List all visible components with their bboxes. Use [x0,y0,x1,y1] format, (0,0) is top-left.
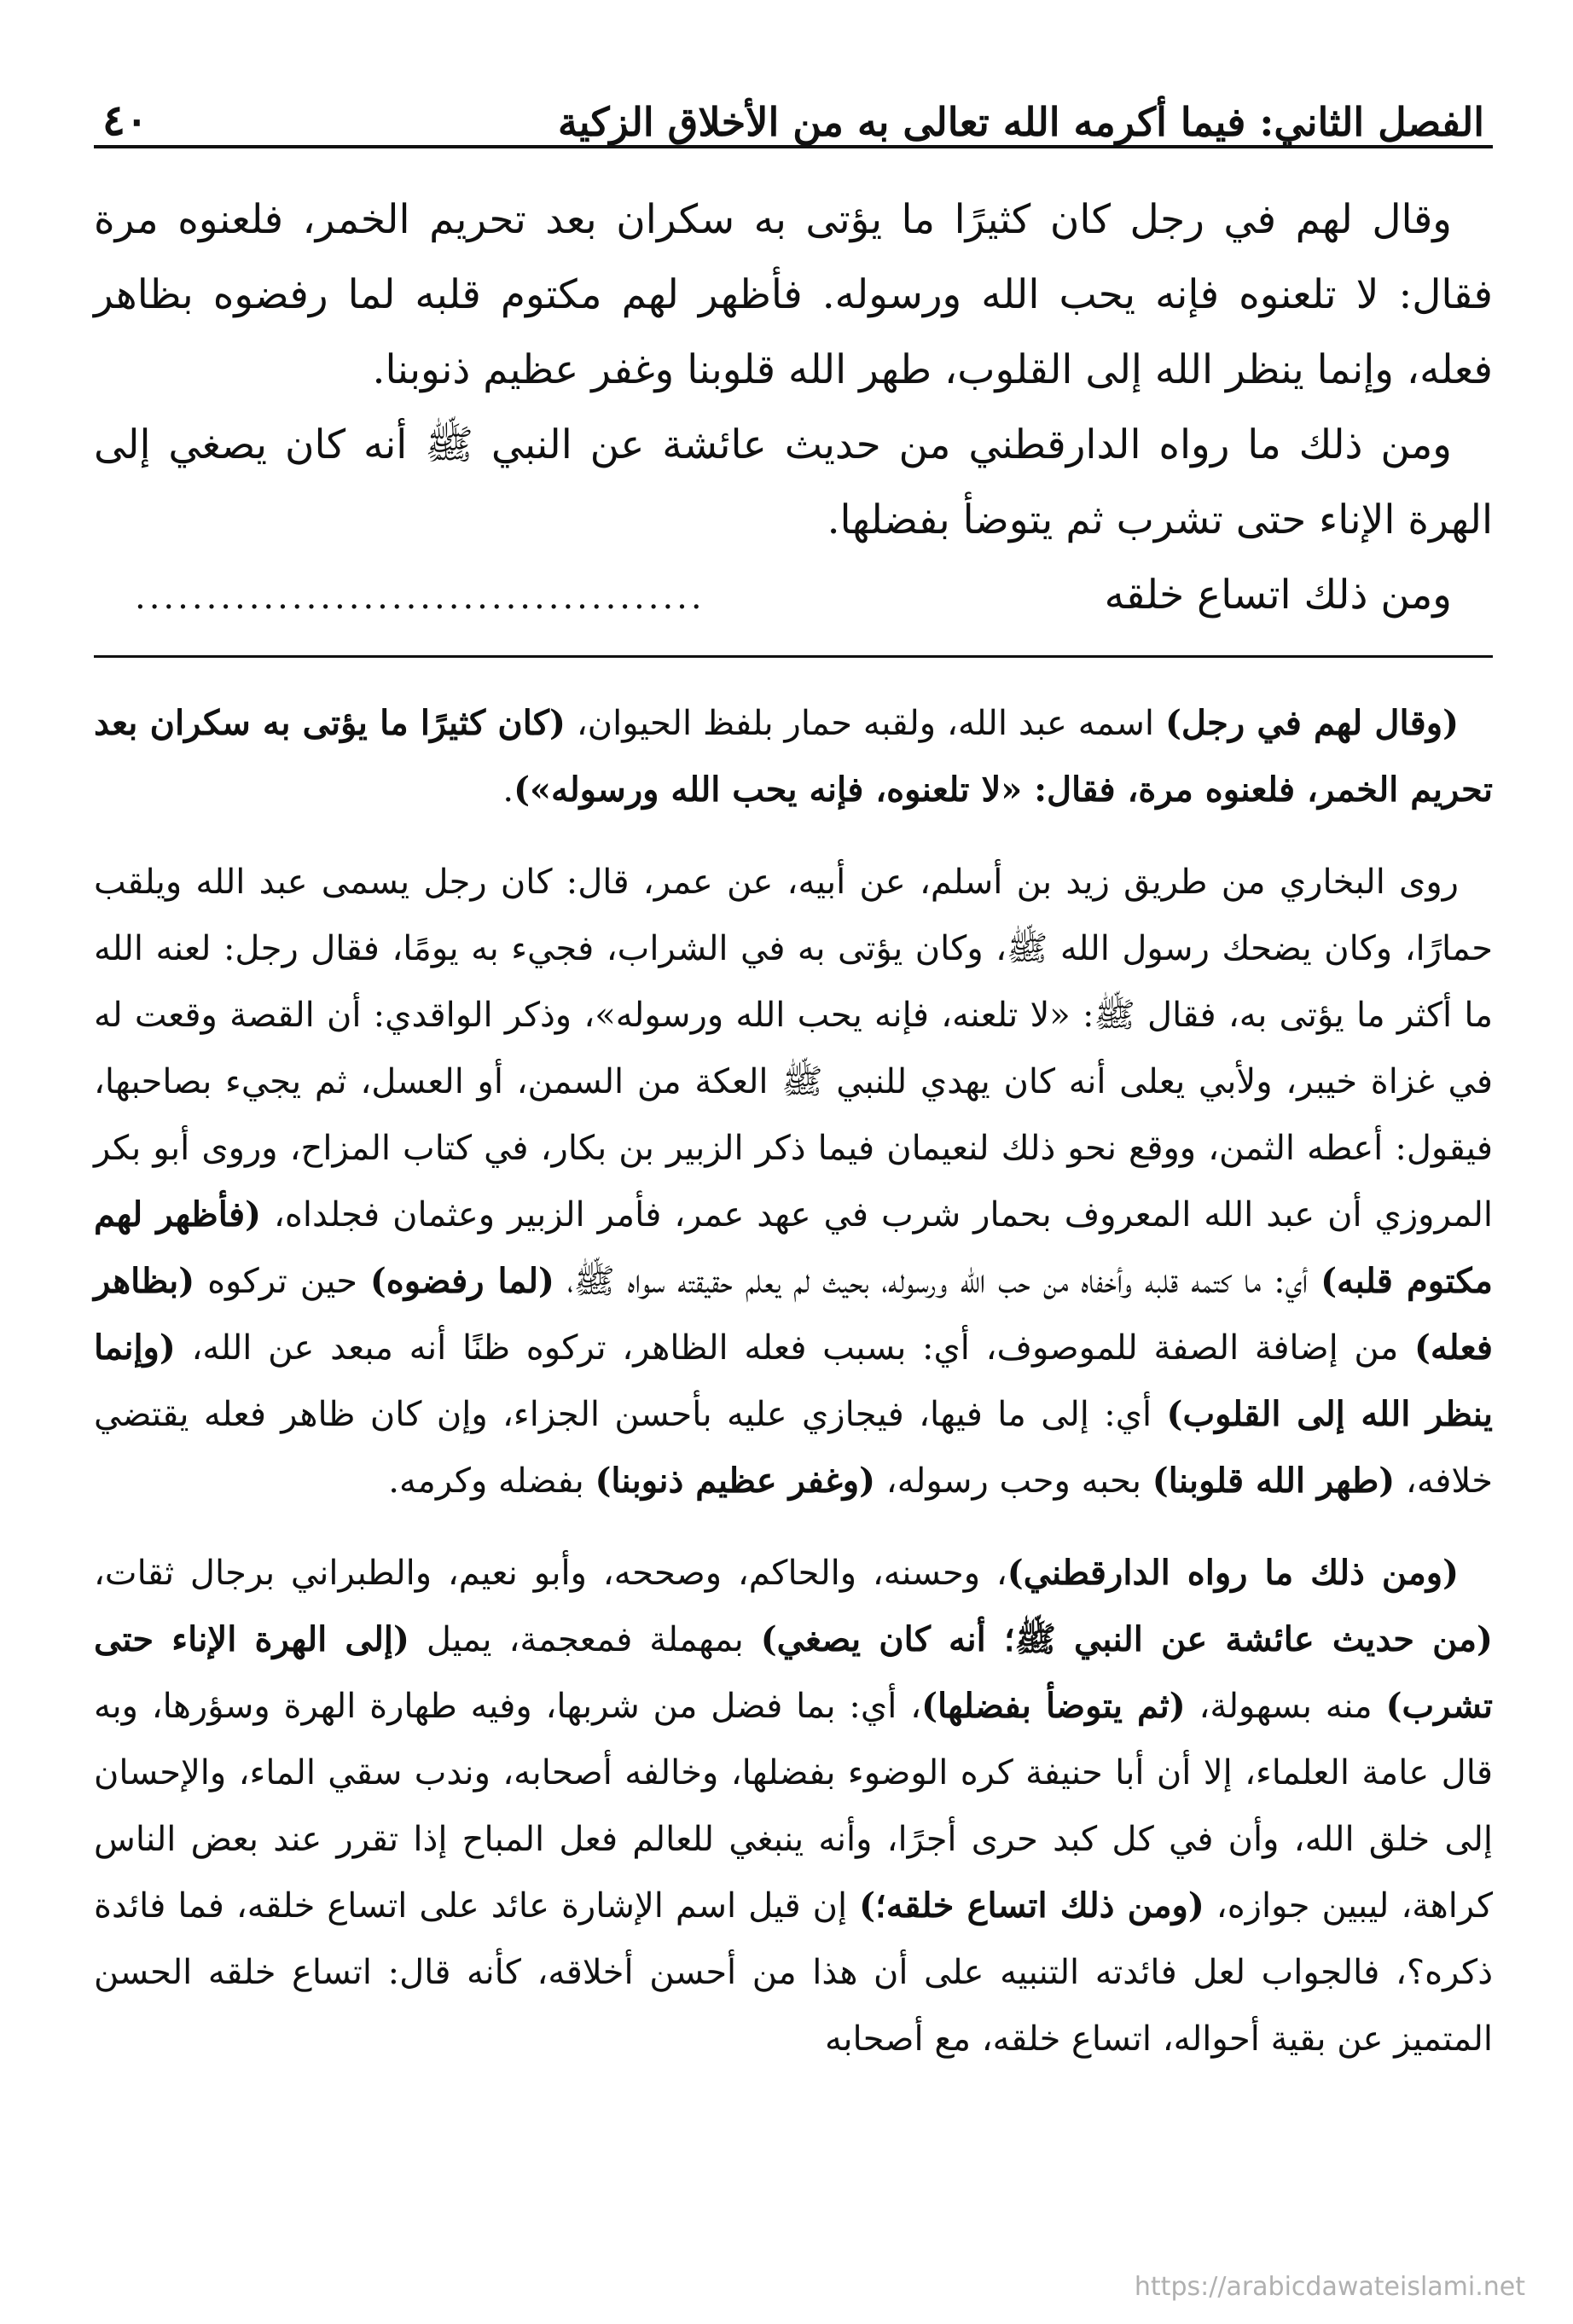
commentary-paragraph [94,849,1493,1514]
page-header [94,68,1493,148]
commentary-text: أي: ما كتمه قلبه وأخفاه من حب الله ورسوله، بحيث لم يعلم حقيقته سواه ﷺ، [554,1262,1321,1301]
chapter-title: الفصل الثاني: فيما أكرمه الله تعالى به من الأخلاق الزكية [558,99,1484,145]
section-divider [94,655,1493,658]
quoted-main-text: (طهر الله قلوبنا) [1152,1461,1396,1501]
page-number: ٤٠ [102,95,148,145]
commentary-text: بمهملة فمعجمة، يميل [409,1620,761,1659]
quoted-main-text: (من حديث عائشة عن النبي ﷺ؛ أنه كان يصغي) [760,1619,1493,1659]
quoted-main-text: (لما رفضوه) [369,1261,554,1301]
commentary-text: بحبه وحب رسوله، [875,1461,1152,1501]
commentary [94,690,1493,2072]
quoted-main-text: (ومن ذلك اتساع خلقه؛) [859,1885,1204,1926]
commentary-paragraph [94,690,1493,823]
commentary-text: اسمه عبد الله، ولقبه حمار بلفظ الحيوان، [565,704,1165,743]
quoted-main-text: (وإنما ينظر الله إلى القلوب) [94,1328,1493,1434]
commentary-text: من إضافة الصفة للموصوف، أي: بسبب فعله الظاهر، تركوه ظنًا أنه مبعد عن الله، [175,1328,1414,1368]
quoted-main-text: (ثم يتوضأ بفضلها) [921,1686,1186,1726]
quoted-main-text: (فأظهر لهم مكتوم قلبه) [94,1194,1493,1301]
commentary-text: حين تركوه [194,1262,370,1301]
commentary-text: روى البخاري من طريق زيد بن أسلم، عن أبيه، عن عمر، قال: كان رجل يسمى عبد الله ويلقب حمارًا، وكان يضحك رسول الله ﷺ، وكان يؤتى به في الشراب، فجيء به يومًا، فقال رجل: لعنه الله ما أكثر ما يؤتى به، فقال ﷺ: «لا تلعنه، فإنه يحب الله ورسوله»، وذكر الواقدي: أن القصة وقعت له في غزاة خيبر، ولأبي يعلى أنه كان يهدي للنبي ﷺ العكة من السمن، أو العسل، ثم يجيء بصاحبها، فيقول: أعطه الثمن، ووقع نحو ذلك لنعيمان فيما ذكر الزبير بن بكار، في كتاب المزاح، وروى أبو بكر المروزي أن عبد الله المعروف بحمار شرب في عهد عمر، فأمر الزبير وعثمان فجلداه، [94,863,1494,1235]
commentary-text: بفضله وكرمه. [388,1461,595,1501]
main-text-paragraph: ومن ذلك ما رواه الدارقطني من حديث عائشة عن النبي ﷺ أنه كان يصغي إلى الهرة الإناء حتى تشرب ثم يتوضأ بفضلها. [94,421,1493,543]
quoted-main-text: (وقال لهم في رجل) [1164,703,1459,743]
quoted-main-text: (بظاهر فعله) [94,1261,1493,1368]
watermark-url: https://arabicdawateislami.net [1134,2272,1525,2302]
quoted-main-text: (كان كثيرًا ما يؤتى به سكران بعد تحريم الخمر، فلعنوه مرة، فقال: «لا تلعنوه، فإنه يحب الله ورسوله») [94,703,1493,810]
main-text-paragraph: وقال لهم في رجل كان كثيرًا ما يؤتى به سكران بعد تحريم الخمر، فلعنوه مرة فقال: لا تلعنوه فإنه يحب الله ورسوله. فأظهر لهم مكتوم قلبه لما رفضوه بظاهر فعله، وإنما ينظر الله إلى القلوب، طهر الله قلوبنا وغفر عظيم ذنوبنا. [94,196,1493,393]
commentary-text: منه بسهولة، [1185,1687,1386,1726]
commentary-text: . [502,770,514,810]
commentary-paragraph [94,1540,1493,2072]
continuation-dots: ........................................ [135,578,705,617]
quoted-main-text: (وغفر عظيم ذنوبنا) [595,1461,876,1501]
main-text [94,183,1493,635]
commentary-text: أي: إلى ما فيها، فيجازي عليه بأحسن الجزاء، وإن كان ظاهر فعله يقتضي خلافه، [94,1395,1493,1501]
commentary-text: ، أي: بما فضل من شربها، وفيه طهارة الهرة وسؤرها، وبه قال عامة العلماء، إلا أن أبا حنيفة كره الوضوء بفضلها، وخالفه أصحابه، وندب سقي الماء، والإحسان إلى خلق الله، وأن في كل كبد حرى أجرًا، وأنه ينبغي للعالم فعل المباح إذا تقرر عند بعض الناس كراهة، ليبين جوازه، [94,1687,1493,1926]
commentary-text: إن قيل اسم الإشارة عائد على اتساع خلقه، فما فائدة ذكره؟، فالجواب لعل فائدته التنبيه على أن هذا من أحسن أخلاقه، كأنه قال: اتساع خلقه الحسن المتميز عن بقية أحواله، اتساع خلقه، مع أصحابه [94,1886,1494,2059]
book-page [94,68,1493,2286]
quoted-main-text: (إلى الهرة الإناء حتى تشرب) [94,1619,1494,1726]
main-text-paragraph: ومن ذلك اتساع خلقه [1104,572,1452,619]
commentary-text: ، وحسنه، والحاكم، وصححه، وأبو نعيم، والطبراني برجال ثقات، [94,1554,1007,1593]
quoted-main-text: (ومن ذلك ما رواه الدارقطني) [1007,1553,1459,1593]
main-text-last-line [94,558,1493,635]
